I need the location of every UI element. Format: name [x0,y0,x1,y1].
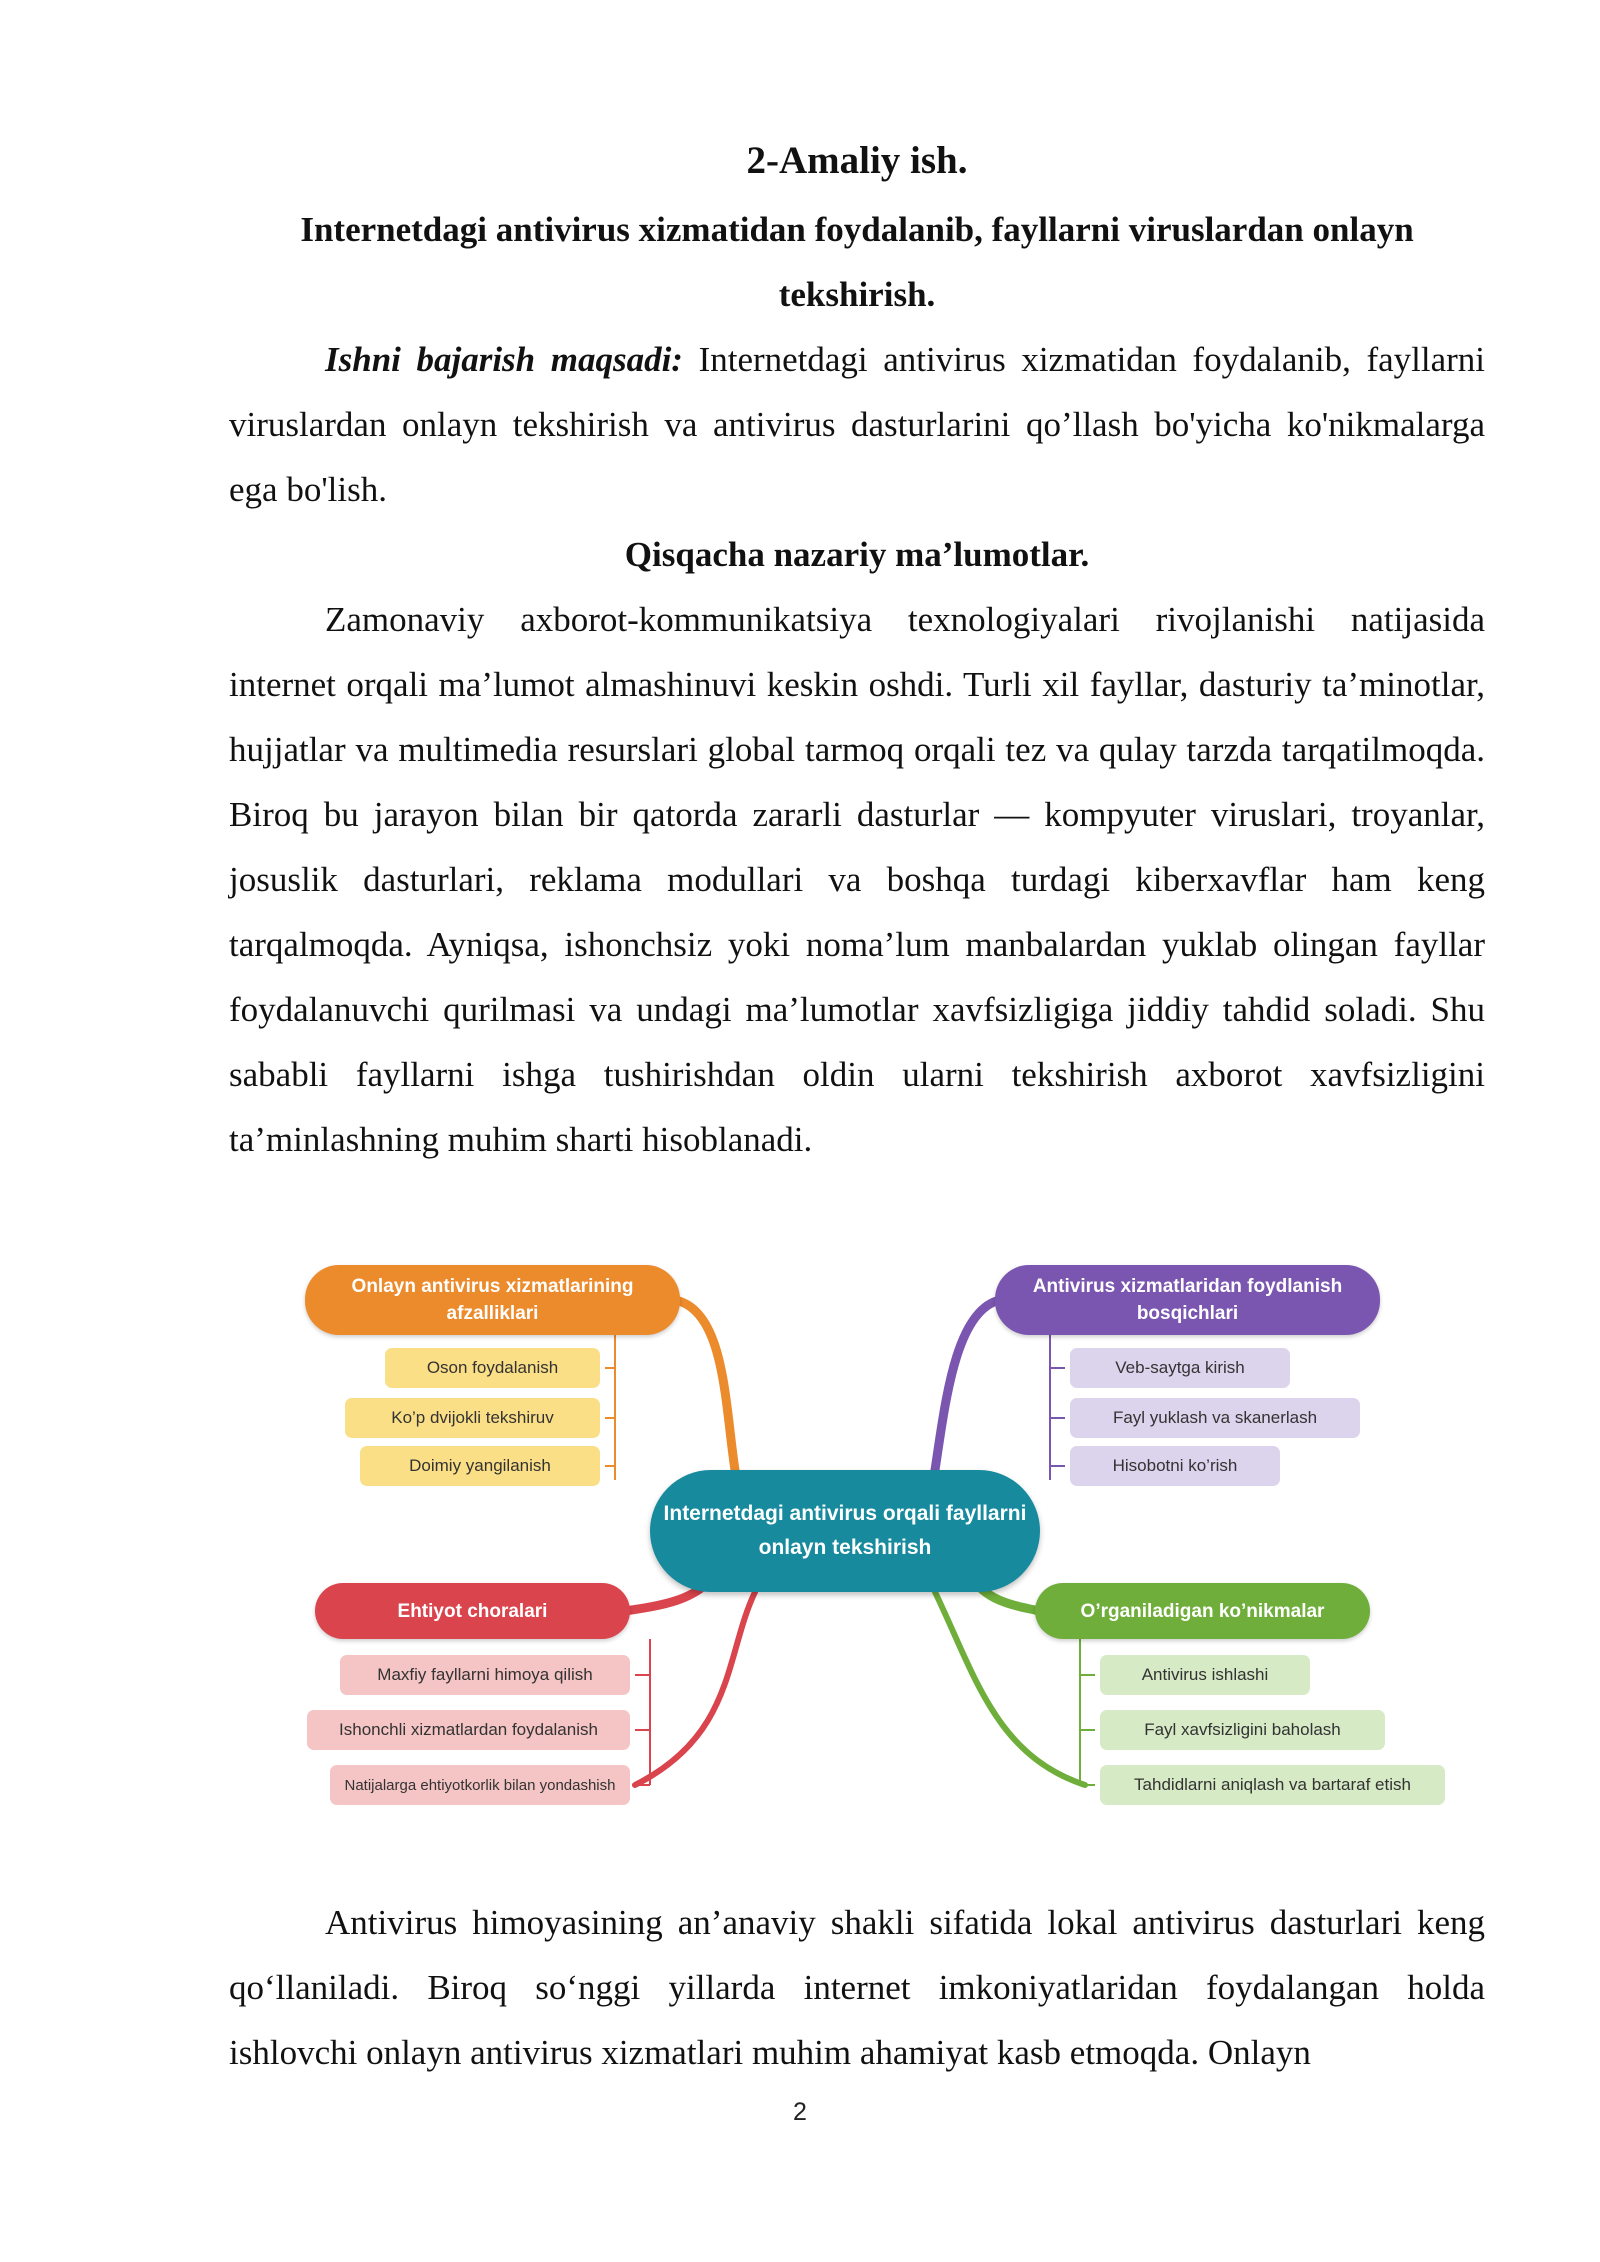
branch-advantages-item: Oson foydalanish [385,1348,600,1388]
branch-steps-item: Fayl yuklash va skanerlash [1070,1398,1360,1438]
branch-skills-item: Tahdidlarni aniqlash va bartaraf etish [1100,1765,1445,1805]
document-subtitle: Internetdagi antivirus xizmatidan foydalanib, fayllarni viruslardan onlayn tekshirish. [300,210,1414,314]
page-number: 2 [793,2098,807,2126]
branch-skills-item: Antivirus ishlashi [1100,1655,1310,1695]
section-title: Qisqacha nazariy ma’lumotlar. [624,535,1090,574]
branch-steps-title: Antivirus xizmatlaridan foydlanish bosqichlari [995,1265,1380,1335]
page-body [229,125,1485,1172]
branch-precautions-item: Maxfiy fayllarni himoya qilish [340,1655,630,1695]
goal-text: Internetdagi antivirus xizmatidan foydalanib, fayllarni viruslardan onlayn tekshirish va antivirus dasturlarini qo’llash bo'yicha ko'nikmalarga ega bo'lish. [229,340,1485,509]
branch-skills-item: Fayl xavfsizligini baholash [1100,1710,1385,1750]
paragraph-2: Antivirus himoyasining an’anaviy shakli sifatida lokal antivirus dasturlari keng qo‘llaniladi. Biroq so‘nggi yillarda internet imkoniyatlaridan foydalangan holda ishlovchi onlayn antivirus xizmatlari muhim ahamiyat kasb etmoqda. Onlayn [229,1903,1485,2072]
goal-label: Ishni bajarish maqsadi: [325,340,683,379]
branch-precautions-item: Natijalarga ehtiyotkorlik bilan yondashish [330,1765,630,1805]
branch-precautions-title: Ehtiyot choralari [315,1583,630,1639]
mind-map [295,1255,1455,1815]
branch-advantages-item: Doimiy yangilanish [360,1446,600,1486]
branch-skills-title: O’rganiladigan ko’nikmalar [1035,1583,1370,1639]
branch-steps-item: Veb-saytga kirish [1070,1348,1290,1388]
page-body-continued [229,1890,1485,2085]
branch-advantages-title: Onlayn antivirus xizmatlarining afzalliklari [305,1265,680,1335]
mind-map-center: Internetdagi antivirus orqali fayllarni onlayn tekshirish [650,1470,1040,1592]
goal-paragraph [229,327,1485,522]
document-title: 2-Amaliy ish. [746,139,968,182]
branch-advantages-item: Ko’p dvijokli tekshiruv [345,1398,600,1438]
branch-steps-item: Hisobotni ko’rish [1070,1446,1280,1486]
paragraph-1: Zamonaviy axborot-kommunikatsiya texnologiyalari rivojlanishi natijasida internet orqali ma’lumot almashinuvi keskin oshdi. Turli xil fayllar, dasturiy ta’minotlar, hujjatlar va multimedia resurslari global tarmoq orqali tez va qulay tarzda tarqatilmoqda. Biroq bu jarayon bilan bir qatorda zararli dasturlar — kompyuter viruslari, troyanlar, josuslik dasturlari, reklama modullari va boshqa turdagi kiberxavflar ham keng tarqalmoqda. Ayniqsa, ishonchsiz yoki noma’lum manbalardan yuklab olingan fayllar foydalanuvchi qurilmasi va undagi ma’lumotlar xavfsizligiga jiddiy tahdid soladi. Shu sababli fayllarni ishga tushirishdan oldin ularni tekshirish axborot xavfsizligini ta’minlashning muhim sharti hisoblanadi. [229,600,1485,1159]
branch-precautions-item: Ishonchli xizmatlardan foydalanish [307,1710,630,1750]
